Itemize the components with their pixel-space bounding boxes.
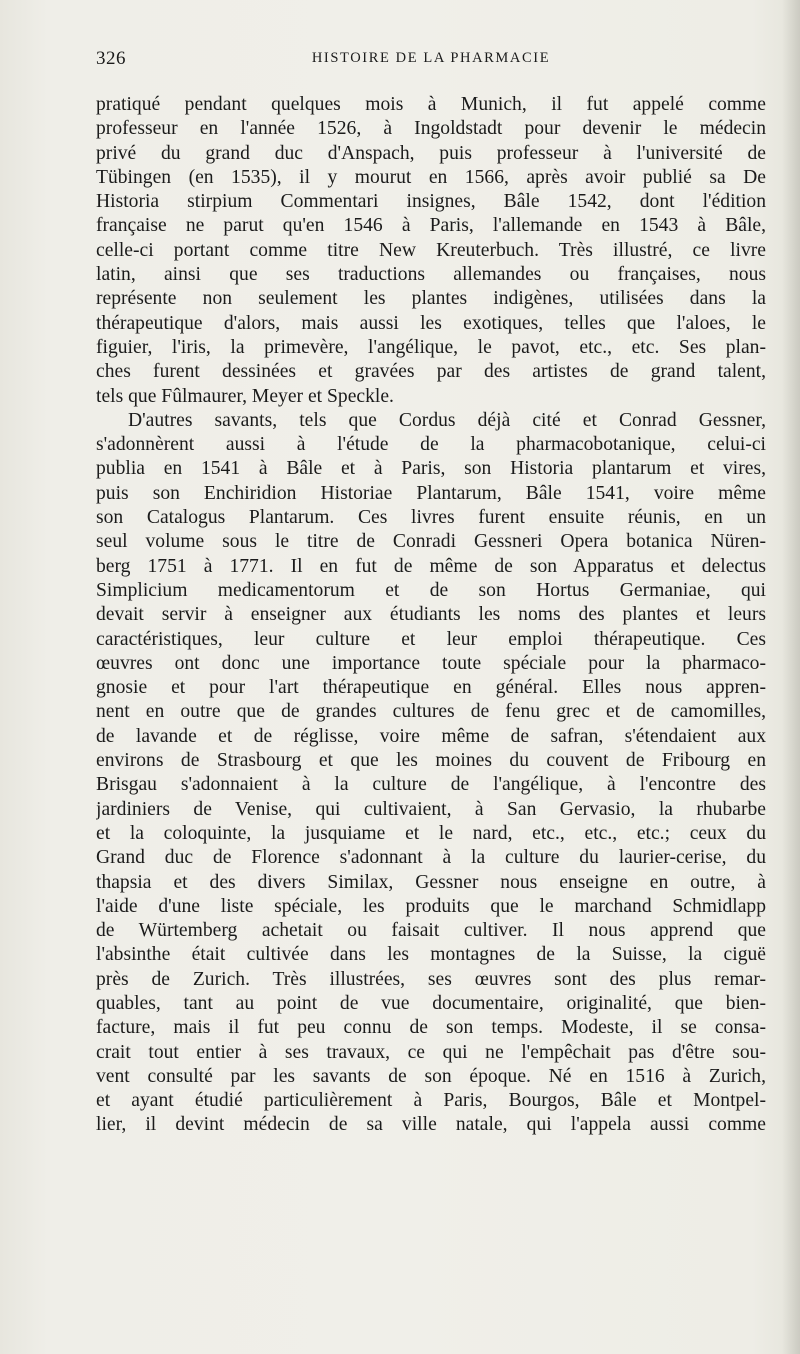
text-line: de Würtemberg achetait ou faisait cultiver. Il nous apprend que <box>96 920 766 942</box>
text-line: l'aide d'une liste spéciale, les produits que le marchand Schmidlapp <box>96 895 766 917</box>
paragraph-end-line: tels que Fûlmaurer, Meyer et Speckle. <box>96 385 394 407</box>
text-line: Brisgau s'adonnaient à la culture de l'angélique, à l'encontre des <box>96 774 766 796</box>
text-line: et la coloquinte, la jusquiame et le nard, etc., etc., etc.; ceux du <box>96 822 766 844</box>
text-line: publia en 1541 à Bâle et à Paris, son Historia plantarum et vires, <box>96 458 766 480</box>
text-line: nent en outre que de grandes cultures de fenu grec et de camomilles, <box>96 701 766 723</box>
text-line: œuvres ont donc une importance toute spéciale pour la pharmaco- <box>96 652 766 674</box>
text-line: devait servir à enseigner aux étudiants les noms des plantes et leurs <box>96 604 766 626</box>
page-edge-shadow <box>782 0 800 1354</box>
text-line: seul volume sous le titre de Conradi Gessneri Opera botanica Nüren- <box>96 531 766 553</box>
text-line: privé du grand duc d'Anspach, puis professeur à l'université de <box>96 142 766 164</box>
body-text <box>96 93 766 1138</box>
text-line: lier, il devint médecin de sa ville natale, qui l'appela aussi comme <box>96 1114 766 1136</box>
text-line: l'absinthe était cultivée dans les montagnes de la Suisse, la ciguë <box>96 944 766 966</box>
text-line: berg 1751 à 1771. Il en fut de même de son Apparatus et delectus <box>96 555 766 577</box>
text-line: française ne parut qu'en 1546 à Paris, l'allemande en 1543 à Bâle, <box>96 215 766 237</box>
text-line: professeur en l'année 1526, à Ingoldstadt pour devenir le médecin <box>96 118 766 140</box>
text-line: Tübingen (en 1535), il y mourut en 1566, après avoir publié sa De <box>96 166 766 188</box>
text-line: thérapeutique d'alors, mais aussi les exotiques, telles que l'aloes, le <box>96 312 766 334</box>
text-line: près de Zurich. Très illustrées, ses œuvres sont des plus remar- <box>96 968 766 990</box>
text-line: Historia stirpium Commentari insignes, Bâle 1542, dont l'édition <box>96 191 766 213</box>
text-line: représente non seulement les plantes indigènes, utilisées dans la <box>96 288 766 310</box>
text-line: gnosie et pour l'art thérapeutique en général. Elles nous appren- <box>96 677 766 699</box>
text-line: caractéristiques, leur culture et leur emploi thérapeutique. Ces <box>96 628 766 650</box>
text-line: Simplicium medicamentorum et de son Hortus Germaniae, qui <box>96 579 766 601</box>
text-line: pratiqué pendant quelques mois à Munich, il fut appelé comme <box>96 94 766 115</box>
text-line: environs de Strasbourg et que les moines du couvent de Fribourg en <box>96 750 766 772</box>
text-line: celle-ci portant comme titre New Kreuterbuch. Très illustré, ce livre <box>96 239 766 261</box>
text-line: thapsia et des divers Similax, Gessner nous enseigne en outre, à <box>96 871 766 893</box>
text-line: facture, mais il fut peu connu de son temps. Modeste, il se consa- <box>96 1017 766 1039</box>
text-line: s'adonnèrent aussi à l'étude de la pharmacobotanique, celui-ci <box>96 434 766 456</box>
text-line: latin, ainsi que ses traductions allemandes ou françaises, nous <box>96 264 766 286</box>
paragraph-start-line: D'autres savants, tels que Cordus déjà cité et Conrad Gessner, <box>128 409 766 431</box>
text-line: crait tout entier à ses travaux, ce qui ne l'empêchait pas d'être sou- <box>96 1041 766 1063</box>
text-line: vent consulté par les savants de son époque. Né en 1516 à Zurich, <box>96 1065 766 1087</box>
page-header <box>96 48 766 72</box>
text-line: Grand duc de Florence s'adonnant à la culture du laurier-cerise, du <box>96 847 766 869</box>
text-line: jardiniers de Venise, qui cultivaient, à San Gervasio, la rhubarbe <box>96 798 766 820</box>
text-line: puis son Enchiridion Historiae Plantarum, Bâle 1541, voire même <box>96 482 766 504</box>
text-line: et ayant étudié particulièrement à Paris, Bourgos, Bâle et Montpel- <box>96 1090 766 1112</box>
page-number: 326 <box>96 48 126 69</box>
running-head: HISTOIRE DE LA PHARMACIE <box>311 50 551 66</box>
text-line: figuier, l'iris, la primevère, l'angélique, le pavot, etc., etc. Ses plan- <box>96 336 766 358</box>
text-line: de lavande et de réglisse, voire même de safran, s'étendaient aux <box>96 725 766 747</box>
text-line: ches furent dessinées et gravées par des artistes de grand talent, <box>96 361 766 383</box>
text-line: quables, tant au point de vue documentaire, originalité, que bien- <box>96 992 766 1014</box>
text-line: son Catalogus Plantarum. Ces livres furent ensuite réunis, en un <box>96 507 766 529</box>
